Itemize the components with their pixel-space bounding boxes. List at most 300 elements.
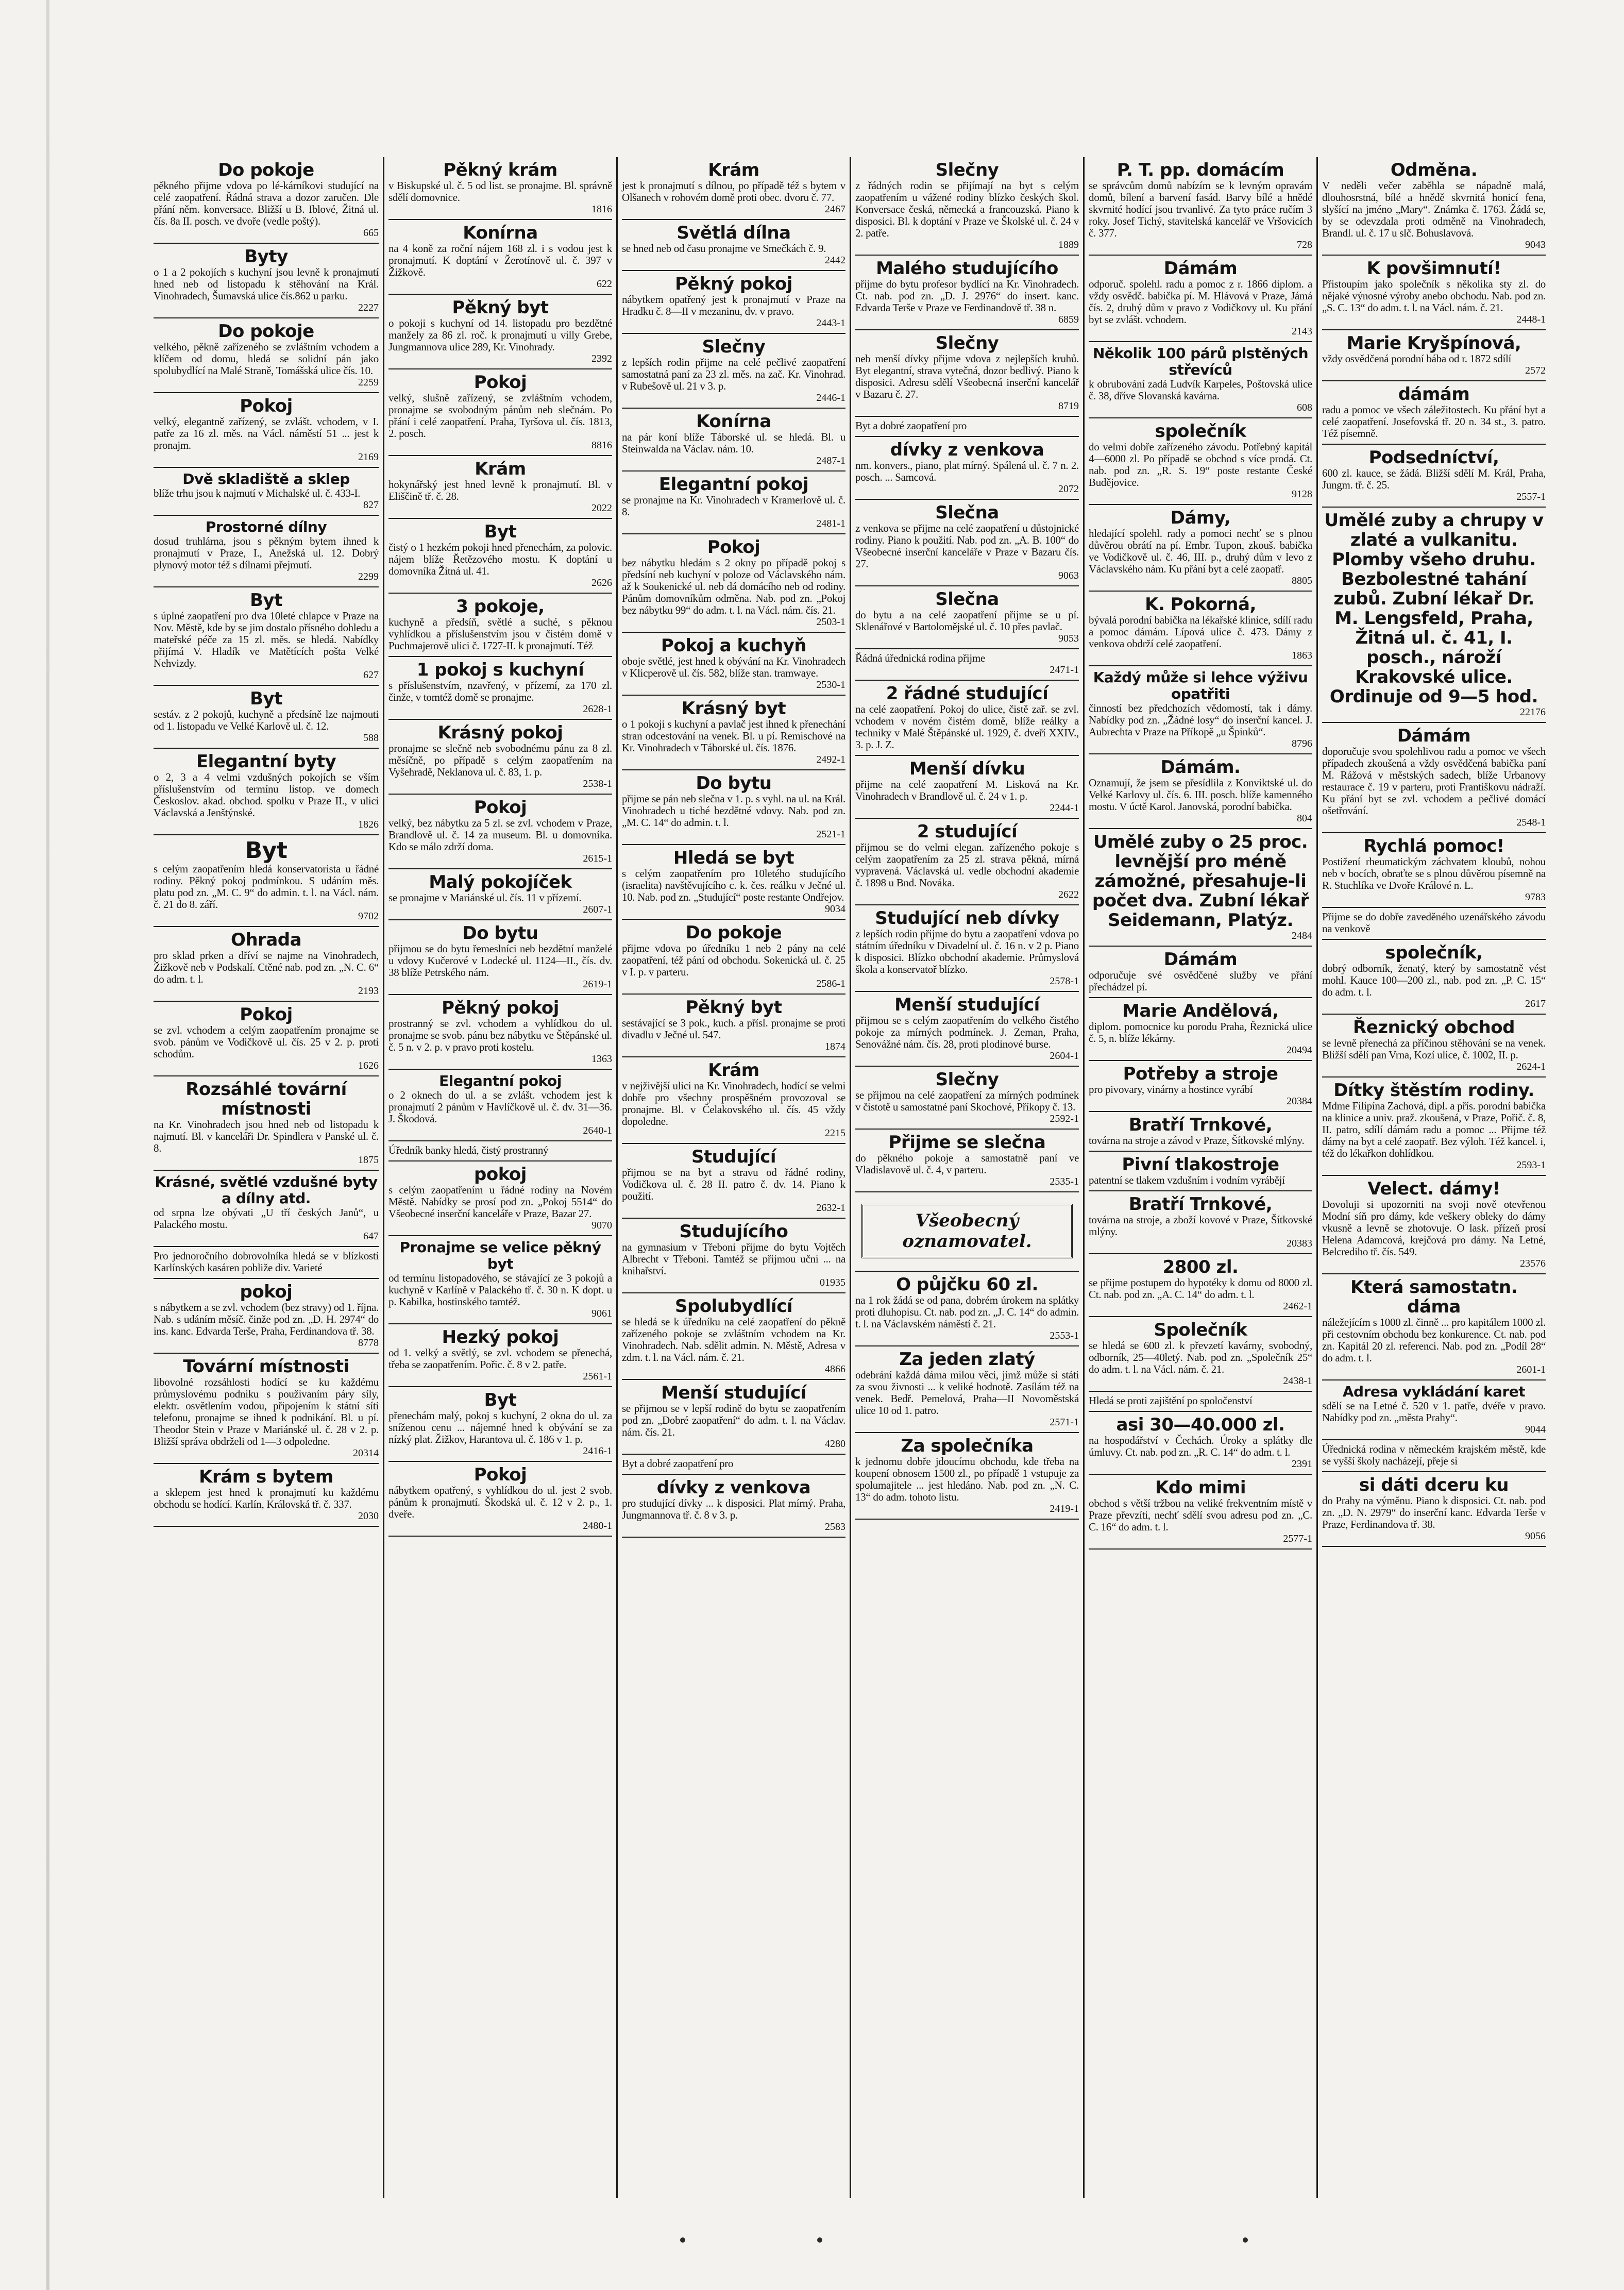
- ad-reference-number: 2615-1: [583, 853, 612, 864]
- ad-body: libovolné rozsáhlosti hodící se ku každému průmyslovému podniku s použivaním páry síly, elektr. osvětlením vodou, připojením k státní síti telefonu, pronajme se ihned k podnikání. Bl. u pí. Theodor Stein v Praze v Mariánské ul. č. 28 v 2. p. Bližší správa obdrželi od 1—3 odpoledne.: [154, 1376, 379, 1447]
- newspaper-page: [149, 157, 1551, 2198]
- ad-body: od termínu listopadového, se stávající ze 3 pokojů a kuchyně v Karlíně v Palackého tř. č. 30 n. K dopt. u p. Kabilka, hostinského tamtéž.: [388, 1272, 612, 1308]
- classified-ad: [855, 437, 1079, 500]
- ad-reference-number: 2227: [358, 302, 379, 313]
- classified-ad: [855, 905, 1079, 992]
- ad-reference-number: 20314: [353, 1447, 379, 1459]
- ad-body: odporuč. spolehl. radu a pomoc z r. 1866 diplom. a vždy osvědč. babička pí. M. Hlávová v Praze, Jámá čís. 2, druhý dům v pravo z Vodičkovy ul. Ku přání byt se zvlášt. vchodem.: [1089, 278, 1312, 326]
- classified-ad: [154, 1171, 379, 1247]
- classified-ad: [154, 686, 379, 749]
- ad-body: přijmou se s celým zaopatřením do velkého čistého pokoje za mírných podmínek. J. Zeman, Praha, Senovážné nám. čís. 28, proti plodinové burse.: [855, 1014, 1079, 1050]
- classified-ad: [1089, 342, 1312, 418]
- ad-reference-number: 728: [1297, 239, 1312, 250]
- ad-reference-number: 2626: [591, 577, 612, 588]
- classified-ad: [154, 468, 379, 516]
- classified-ad: [1322, 833, 1546, 908]
- ad-body: Byt a dobré zaopatření pro: [855, 419, 967, 432]
- ad-reference-number: 2572: [1525, 365, 1546, 376]
- classified-ad: [622, 633, 845, 696]
- ad-heading: Pěkný pokoj: [675, 274, 792, 294]
- ad-reference-number: 9061: [591, 1308, 612, 1319]
- classified-ad: [622, 1475, 845, 1538]
- ad-heading: Krám s bytem: [199, 1467, 333, 1487]
- ad-heading: Krám: [708, 160, 759, 180]
- classified-ad: [855, 992, 1079, 1067]
- ad-body: sestávající se 3 pok., kuch. a přísl. pronajme se proti divadlu v Ječné ul. 547.: [622, 1017, 845, 1041]
- classified-ad: [1089, 505, 1312, 592]
- ad-reference-number: 2022: [591, 502, 612, 514]
- ad-body: pěkného přijme vdova po lé-kárníkovi studující na celé zaopatření. Řádná strava a dozor zaručen. Dle přání něm. konversace. Bližší u B. Iblové, Žitná ul. čís. 8a II. posch. ve dvoře (vedle poštý).: [154, 179, 379, 227]
- ad-heading: Studující neb dívky: [875, 908, 1059, 929]
- ad-body: do bytu a na celé zaopatření přijme se u pí. Sklenářové v Bartolomějské ul. č. 10 přes pavlač.: [855, 609, 1079, 633]
- ad-body: kuchyně a předsíň, světlé a suché, s pěknou vyhlídkou a příslušenstvím jsou v čistém domě v Puchmajerově ulici č. 1727-II. k pronajmutí. Též: [388, 616, 612, 652]
- ad-body: neb menší dívky přijme vdova z nejlepších kruhů. Byt elegantní, strava vytečná, dozor bedlivý. Piano k disposici. Adresu sdělí Všeobecná inserční kancelář v Bazaru č. 27.: [855, 352, 1079, 400]
- ad-body: Řádná úřednická rodina přijme: [855, 652, 985, 664]
- ad-body: na gymnasium v Třeboni přijme do bytu Vojtěch Albrecht v Třeboni. Tamtéž se přijmou učni ... na knihařství.: [622, 1241, 845, 1277]
- ad-heading: dívky z venkova: [656, 1477, 811, 1498]
- footer-dot: [1243, 2237, 1248, 2243]
- classified-ad: [622, 220, 845, 271]
- ad-body: hledající spolehl. rady a pomoci nechť se s plnou důvěrou obrátí na pí. Embr. Tupon, zkouš. babička ve Vodičkově ul. č. 46, III. p., druhý dům v levo z Václavského nám. Ku přání byt a celé zaopatř.: [1089, 527, 1312, 575]
- ad-body: od srpna lze obývati „U tří českých Janů“, u Palackého mostu.: [154, 1206, 379, 1231]
- ad-heading: Byt: [250, 590, 282, 611]
- ad-body: hokynářský jest hned levně k pronajmutí. Bl. v Eliščině tř. č. 28.: [388, 478, 612, 502]
- ad-reference-number: 827: [363, 499, 379, 511]
- ad-heading: Umělé zuby o 25 proc. levnější pro méně zámožné, přesahuje-li počet dva. Zubní lékař Seidemann, Platýz.: [1092, 832, 1309, 931]
- classified-ad: [1089, 592, 1312, 666]
- ad-reference-number: 8796: [1292, 738, 1312, 749]
- ad-heading: Dámy,: [1170, 508, 1231, 528]
- ad-heading: Studující: [691, 1147, 776, 1167]
- ad-reference-number: 2462-1: [1283, 1301, 1312, 1312]
- column-6: [1316, 157, 1550, 2198]
- ad-reference-number: 2448-1: [1516, 314, 1546, 325]
- ad-reference-number: 9043: [1525, 239, 1546, 250]
- classified-ad: [1089, 1412, 1312, 1475]
- ad-heading: Dámám: [1163, 258, 1238, 279]
- ad-body: oboje světlé, jest hned k obývání na Kr. Vinohradech v Klicperově ul. čís. 582, blíže stan. tramwaye.: [622, 655, 845, 679]
- ad-reference-number: 1826: [358, 819, 379, 830]
- ad-reference-number: 2143: [1292, 326, 1312, 337]
- ad-reference-number: 23576: [1520, 1258, 1546, 1269]
- ad-body: se hned neb od času pronajme ve Smečkách č. 9.: [622, 242, 826, 255]
- ad-body: na hospodářství v Čechách. Úroky a splátky dle úmluvy. Ct. nab. pod zn. „R. C. 14“ do adm. t. l.: [1089, 1434, 1312, 1458]
- ad-body: továrna na stroje a závod v Praze, Šítkovské mlýny.: [1089, 1134, 1305, 1147]
- ad-body: čistý o 1 hezkém pokoji hned přenechám, za polovic. nájem blíže Řetězového mostu. K doptání u domovníka Žitná ul. 41.: [388, 541, 612, 577]
- classified-ad: [388, 720, 612, 795]
- ad-body: pro pivovary, vinárny a hostince vyrábí: [1089, 1083, 1253, 1096]
- ad-reference-number: 2030: [358, 1510, 379, 1522]
- column-3: [616, 157, 850, 2198]
- ad-heading: si dáti dceru ku: [1359, 1475, 1509, 1495]
- ad-reference-number: 2578-1: [1050, 975, 1079, 987]
- ad-heading: Elegantní byty: [196, 751, 336, 772]
- classified-ad: [622, 157, 845, 220]
- classified-ad: [1322, 1077, 1546, 1176]
- ad-body: pro studující dívky ... k disposici. Plat mírný. Praha, Jungmannova tř. č. 8 v 3. p.: [622, 1497, 845, 1521]
- ad-body: s nábytkem a se zvl. vchodem (bez stravy) od 1. října. Nab. s udáním měsíč. činže pod zn. „D. H. 2974“ do ins. kanc. Edvarda Terše, Praha, Ferdinandova tř. 38.: [154, 1301, 379, 1337]
- classified-ad: [855, 1192, 1079, 1272]
- ad-heading: Bratří Trnkové,: [1128, 1115, 1273, 1135]
- ad-body: pronajme se slečně neb svobodnému pánu za 8 zl. měsíčně, po případě s celým zaopatřením na Vyšehradě, Neklanova ul. č. 83, 1. p.: [388, 742, 612, 778]
- ad-reference-number: 2419-1: [1050, 1503, 1079, 1514]
- ad-reference-number: 9070: [591, 1220, 612, 1231]
- ad-heading: Každý může si lehce výživu opatřiti: [1093, 669, 1308, 702]
- classified-ad: [855, 681, 1079, 756]
- classified-ad: [388, 1236, 612, 1324]
- ad-heading: Pokoj: [707, 537, 760, 558]
- ad-body: se hledá se 600 zl. k převzetí kavárny, svobodný, odborník, 25—40letý. Nab. pod zn. „Společník 25“ do adm. t. l. na Václ. nám. č. 21.: [1089, 1339, 1312, 1375]
- ad-reference-number: 2619-1: [583, 979, 612, 990]
- ad-reference-number: 8805: [1292, 575, 1312, 586]
- classified-ad: [154, 393, 379, 468]
- classified-ad: [855, 417, 1079, 437]
- ad-reference-number: 2259: [358, 377, 379, 388]
- ad-body: přijmou se do velmi elegan. zařízeného pokoje s celým zaopatřením za 25 zl. strava pěkná, mírná vypravená. Václavská ul. vedle obchodní akademie č. 1898 u Bnd. Nováka.: [855, 841, 1079, 889]
- ad-body: nábytkem opatřený jest k pronajmutí v Praze na Hradku č. 8—II v mezaninu, dv. v pravo.: [622, 293, 845, 317]
- ad-body: z lepších rodin přijme na celé pečlivé zaopatření samostatná paní za 23 zl. měs. na zač. Kr. Vinohrad. v Rubešově ul. 21 v 3. p.: [622, 356, 845, 392]
- classified-ad: [1322, 508, 1546, 723]
- ad-body: o 1 a 2 pokojích s kuchyní jsou levně k pronajmutí hned neb od listopadu k stěhování na Král. Vinohradech, Šumavská ulice čís.862 u parku.: [154, 266, 379, 302]
- ad-reference-number: 1626: [358, 1060, 379, 1071]
- classified-ad: [154, 157, 379, 244]
- ad-body: blíže trhu jsou k najmutí v Michalské ul. č. 433-I.: [154, 487, 361, 499]
- ad-heading: Dámám: [1397, 726, 1471, 746]
- ad-heading: Podsedníctví,: [1368, 447, 1499, 468]
- classified-ad: [1089, 829, 1312, 947]
- ad-body: dosud truhlárna, jsou s pěkným bytem ihned k pronajmutí v Praze, I., Anežská ul. 12. Dobrý plynový motor též s dílnami přejmutí.: [154, 535, 379, 571]
- ad-reference-number: 2484: [1292, 930, 1312, 941]
- classified-ad: [388, 295, 612, 369]
- ad-heading: Dámám: [1163, 949, 1238, 970]
- ad-reference-number: 9128: [1292, 489, 1312, 500]
- classified-ad: [1089, 256, 1312, 342]
- ad-reference-number: 2193: [358, 985, 379, 997]
- ad-body: prostranný se zvl. vchodem a vyhlídkou do ul. pronajme se svob. pánu bez nábytku ve Štěpánské ul. č. 5 n. v 2. p. v pravo proti kostelu.: [388, 1017, 612, 1053]
- ad-body: na 1 rok žádá se od pana, dobrém úrokem na splátky proti dluhopisu. Ct. nab. pod zn. „J. C. 14“ do admin. t. l. na Václavském náměstí č. 21.: [855, 1294, 1079, 1330]
- ad-body: k jednomu dobře jdoucímu obchodu, kde třeba na koupení obnosem 1500 zl., po případě 1 vstupuje za spolumajitele ... jest hledáno. Nab. pod zn. „N. C. 13“ do adm. tohoto listu.: [855, 1455, 1079, 1503]
- ad-heading: Slečny: [935, 1069, 999, 1090]
- ad-body: s celým zaopatřením u řádné rodiny na Novém Městě. Nabídky se prosí pod zn. „Pokoj 5514“ do Všeobecné inserční kanceláře v Praze, Bazar 27.: [388, 1184, 612, 1220]
- ad-heading: Krásný byt: [681, 698, 786, 719]
- classified-ad: [1089, 1475, 1312, 1550]
- ad-heading: Menší studující: [661, 1383, 806, 1403]
- ad-reference-number: 01935: [820, 1277, 845, 1288]
- classified-ad: [154, 1247, 379, 1279]
- ad-reference-number: 1363: [591, 1053, 612, 1065]
- ad-heading: pokoj: [474, 1164, 527, 1185]
- ad-heading: Krám: [708, 1060, 759, 1081]
- ad-reference-number: 1863: [1292, 650, 1312, 661]
- classified-ad: [622, 1293, 845, 1380]
- classified-ad: [388, 369, 612, 456]
- ad-reference-number: 1874: [825, 1041, 845, 1052]
- ad-heading: dívky z venkova: [890, 440, 1044, 460]
- ad-reference-number: 2583: [825, 1521, 845, 1533]
- ad-heading: Pokoj: [473, 797, 527, 818]
- ad-heading: Pivní tlakostroje: [1122, 1154, 1279, 1175]
- ad-body: přenechám malý, pokoj s kuchyní, 2 okna do ul. za sníženou cenu ... nájemné hned k obývání se za nízký plat. Žižkov, Harantova ul. č. 186 v 1. p.: [388, 1409, 612, 1445]
- classified-ad: [388, 1462, 612, 1537]
- ad-heading: Marie Andělová,: [1122, 1001, 1279, 1021]
- ad-reference-number: 9783: [1525, 891, 1546, 903]
- classified-ad: [388, 519, 612, 594]
- ad-body: na pár koní blíže Táborské ul. se hledá. Bl. u Steinwalda na Václav. nám. 10.: [622, 431, 845, 455]
- ad-body: se správcům domů nabízím se k levným opravám domů, bílení a barvení fasád. Barvy bílé a hnědé skvrnité hodící jsou trvanlivé. Za tyto práce ručím 3 roky. Josef Tichý, stavitelská kancelář ve Vršovicích č. 377.: [1089, 179, 1312, 239]
- ad-body: do Prahy na výměnu. Piano k disposici. Ct. nab. pod zn. „D. N. 2979“ do inserční kanc. Edvarda Terše v Praze, Ferdinandova tř. 38.: [1322, 1494, 1546, 1530]
- ad-body: Byt a dobré zaopatření pro: [622, 1457, 734, 1470]
- classified-ad: [1322, 1440, 1546, 1472]
- ad-body: pro sklad prken a dříví se najme na Vinohradech, Žižkově neb v Podskalí. Ctěné nab. pod zn. „N. C. 6“ do adm. t. l.: [154, 949, 379, 985]
- classified-ad: [388, 920, 612, 995]
- ad-body: velký, elegantně zařízený, se zvlášt. vchodem, v I. patře za 16 zl. měs. na Václ. náměstí 51 ... jest k pronajm.: [154, 415, 379, 451]
- ad-heading: Do bytu: [696, 773, 772, 794]
- ad-reference-number: 2632-1: [816, 1202, 845, 1214]
- ad-heading: Slečna: [935, 589, 999, 610]
- ad-heading: Byty: [244, 246, 288, 267]
- ad-heading: Byt: [245, 837, 287, 864]
- ad-heading: Byt: [250, 688, 282, 709]
- classified-ad: [1089, 1254, 1312, 1317]
- classified-ad: [855, 330, 1079, 417]
- ad-heading: 2 řádné studující: [886, 683, 1048, 704]
- ad-body: Oznamují, že jsem se přesídlila z Konviktské ul. do Velké Karlovy ul. čís. 6. III. posch. blíže kamenného mostu. V úctě Karol. Janovská, porodní babička.: [1089, 777, 1312, 813]
- ad-body: přijme na celé zaopatření M. Lisková na Kr. Vinohradech v Brandlově ul. č. 24 v 1. p.: [855, 778, 1079, 802]
- ad-reference-number: 2561-1: [583, 1371, 612, 1382]
- ad-reference-number: 2577-1: [1283, 1533, 1312, 1544]
- ad-reference-number: 804: [1297, 813, 1312, 824]
- classified-ad: [622, 1144, 845, 1219]
- ad-reference-number: 647: [363, 1231, 379, 1242]
- ad-reference-number: 2607-1: [583, 904, 612, 915]
- ad-reference-number: 2169: [358, 451, 379, 463]
- classified-ad: [1089, 1191, 1312, 1254]
- ad-body: se přijmou na celé zaopatření za mírných podmínek v čistotě u samostatné paní Skochové, Příkopy č. 13.: [855, 1089, 1079, 1113]
- ad-reference-number: 2538-1: [583, 778, 612, 789]
- classified-ad: [1322, 1472, 1546, 1547]
- ad-reference-number: 2438-1: [1283, 1375, 1312, 1387]
- ad-body: V neděli večer zaběhla se nápadně malá, dlouhosrstná, bílé a hnědě skvrnitá honicí fena, slyšící na jméno „Mary“. Známka č. 1763. Žádá se, by se odevzdala proti odměně na Vinohradech, Brandl. ul. č. 17 u slč. Bohuslavová.: [1322, 179, 1546, 239]
- ad-heading: Krásný pokoj: [437, 722, 563, 743]
- classified-ad: [1322, 940, 1546, 1015]
- ad-body: Úředník banky hledá, čistý prostranný: [388, 1144, 549, 1156]
- classified-ad: [855, 756, 1079, 819]
- ad-body: se pronajme v Mariánské ul. čís. 11 v přízemí.: [388, 891, 582, 904]
- ad-body: sdělí se na Letné č. 520 v 1. patře, dvéře v pravo. Nabídky pod zn. „města Prahy“.: [1322, 1400, 1546, 1424]
- ad-heading: Přijme se slečna: [888, 1132, 1046, 1153]
- classified-ad: [1322, 1380, 1546, 1440]
- classified-ad: [1089, 998, 1312, 1061]
- ad-body: sestáv. z 2 pokojů, kuchyně a předsíně lze najmouti od 1. listopadu ve Velké Karlově ul. č. 12.: [154, 708, 379, 732]
- ad-body: Přijme se do dobře zaveděného uzenářského závodu na venkově: [1322, 911, 1546, 935]
- ad-heading: Světlá dílna: [676, 223, 791, 243]
- ad-body: velký, slušně zařízený, se zvláštním vchodem, pronajme se svobodným pánům neb slečnám. Po přání i celé zaopatření. Praha, Tyršova ul. čís. 1813, 2. posch.: [388, 392, 612, 440]
- ad-body: se přijmou se v lepší rodině do bytu se zaopatřením pod zn. „Dobré zaopatření“ do adm. t. l. na Václav. nám. čís. 21.: [622, 1402, 845, 1438]
- ad-body: z venkova se přijme na celé zaopatření u důstojnické rodiny. Piano k použití. Nab. pod zn. „A. B. 100“ do Všeobecné inserční kanceláře v Praze v Bazaru čís. 27.: [855, 522, 1079, 570]
- section-heading-line: Všeobecný: [915, 1210, 1019, 1231]
- ad-heading: O půjčku 60 zl.: [896, 1274, 1038, 1295]
- classified-ad: [855, 1130, 1079, 1192]
- ad-body: Úřednická rodina v německém krajském městě, kde se vyšší školy nacházejí, přeje si: [1322, 1443, 1546, 1467]
- ad-reference-number: 2492-1: [816, 754, 845, 765]
- classified-ad: [388, 456, 612, 519]
- classified-ad: [154, 1002, 379, 1076]
- ad-body: Mdme Filipína Zachová, dipl. a přís. porodní babička na klinice a univ. praž. zkoušená, v Praze, Pořič. č. 8, II. patro, sdílí dámám radu a pomoc ... Přijme též dámy na byt a celé zaopatř. Bez výloh. Též kancel. i, též do lékařkon dohlídkou.: [1322, 1100, 1546, 1159]
- ad-body: se hledá se k úředníku na celé zaopatření do pěkně zařízeného pokoje se zvláštním vchodem na Kr. Vinohradech. Nab. sdělit admin. N. Městě, Adresa v zdm. t. l. na Václ. nám. č. 21.: [622, 1316, 845, 1363]
- ad-heading: Do pokoje: [218, 321, 314, 342]
- ad-body: v nejživější ulici na Kr. Vinohradech, hodící se velmi dobře pro všechny prospěšném provozoval se pronajme. Bl. v Čelakovského ul. čís. 45 vždy dopoledne.: [622, 1080, 845, 1127]
- ad-reference-number: 2592-1: [1050, 1113, 1079, 1124]
- ad-reference-number: 2617: [1525, 998, 1546, 1009]
- classified-ad: [388, 1161, 612, 1236]
- ad-heading: 2 studující: [917, 821, 1018, 842]
- ad-heading: Rychlá pomoc!: [1363, 836, 1504, 856]
- ad-reference-number: 2604-1: [1050, 1050, 1079, 1062]
- ad-reference-number: 20494: [1287, 1045, 1312, 1056]
- classified-ad: [855, 1346, 1079, 1433]
- ad-heading: asi 30—40.000 zl.: [1116, 1415, 1285, 1435]
- ad-body: Pro jednoročního dobrovolníka hledá se v blízkosti Karlínských kasáren pobliže div. Varieté: [154, 1250, 379, 1274]
- ad-heading: Adresa vykládání karet: [1342, 1383, 1526, 1400]
- ad-body: odebrání každá dáma milou věci, jimž může si státi za svou živnosti ... k veliké hodnotě. Zasílám též na venek. Bedř. Pemelová, Praha—II Novoměstská ulice 10 od 1. patro.: [855, 1369, 1079, 1417]
- ad-body: přijme do bytu profesor bydlící na Kr. Vinohradech. Ct. nab. pod zn. „D. J. 2976“ do insert. kanc. Edvarda Terše v Praze ve Ferdinandově tř. 38 n.: [855, 278, 1079, 314]
- ad-heading: Pěkný krám: [443, 160, 557, 180]
- ad-reference-number: 2072: [1058, 483, 1079, 495]
- ad-body: nábytkem opatřený, s vyhlídkou do ul. jest 2 svob. pánům k pronajmutí. Škodská ul. č. 12 v 2. p., 1. dveře.: [388, 1484, 612, 1520]
- ad-heading: dámám: [1398, 384, 1470, 405]
- ad-body: z lepších rodin přijme do bytu a zaopatření vdova po státním úředníku v Divadelní ul. č. 16 n. v 2 p. Piano k disposici. Blízko obchodní akademie. Průmyslová škola a konservatoř blízko.: [855, 928, 1079, 975]
- ad-body: s příslušenstvím, nzavřený, v přízemí, za 170 zl. činže, v tomtéž domě se pronajme.: [388, 679, 612, 703]
- classified-ad: [855, 586, 1079, 649]
- ad-body: s celým zaopatřením pro 10letého studujícího (israelita) navštěvujícího c. k. čes. reálku v Ječné ul. 10. Nab. pod zn. „Studující“ poste restante Ondřejov.: [622, 867, 845, 903]
- classified-ad: [154, 1464, 379, 1527]
- classified-ad: [1089, 1317, 1312, 1392]
- ad-reference-number: 1816: [591, 204, 612, 215]
- ad-reference-number: 4866: [825, 1363, 845, 1375]
- classified-ad: [855, 1272, 1079, 1346]
- ad-reference-number: 2299: [358, 571, 379, 582]
- classified-ad: [388, 157, 612, 220]
- ad-body: na 4 koně za roční nájem 168 zl. i s vodou jest k pronajmutí. K doptání v Žerotínově ul. č. 397 v Žižkově.: [388, 242, 612, 278]
- ad-heading: Malého studujícího: [876, 258, 1058, 279]
- classified-ad: [1322, 1274, 1546, 1380]
- ad-body: z řádných rodin se přijímají na byt s celým zaopatřením u vážené rodiny blízko českých škol. Konversace česká, německá a francouzská. Piano k disposici. Bl. k doptání v Praze ve Školské ul. č. 24 v 2. patře.: [855, 179, 1079, 239]
- classified-ad: [154, 516, 379, 587]
- ad-reference-number: 2586-1: [816, 978, 845, 989]
- ad-reference-number: 2244-1: [1050, 802, 1079, 814]
- ad-heading: Prostorné dílny: [205, 518, 327, 535]
- ad-reference-number: 2391: [1292, 1458, 1312, 1470]
- ad-heading: Pěkný byt: [685, 997, 782, 1018]
- ad-reference-number: 2467: [825, 204, 845, 215]
- ad-reference-number: 2601-1: [1516, 1364, 1546, 1375]
- ad-body: Hledá se proti zajištění po spoločenství: [1089, 1394, 1253, 1407]
- classified-ad: [1089, 666, 1312, 754]
- ad-body: doporučuje svou spolehlivou radu a pomoc ve všech případech zkoušená a vždy osvědčená babička paní M. Rážová v městských sadech, blíže Urbanovy restaurace č. 19 v parteru, proti Františkovu nádraží. Ku přání byt se zvl. vchodem a pečlivé domácí ošetřování.: [1322, 745, 1546, 817]
- ad-body: s celým zaopatřením hledá konservatorista u řádné rodiny. Pěkný pokoj podmínkou. S udáním měs. platu pod zn. „M. C. 9“ do admin. t. l. na Václ. nám. č. 21 do 8. září.: [154, 863, 379, 911]
- ad-body: na celé zaopatření. Pokoj do ulice, čistě zař. se zvl. vchodem v novém čistém domě, blíže reálky a techniky v Malé Štěpánské ul. 1929, č. dveří XXIV., 3. p. J. Z.: [855, 703, 1079, 751]
- ad-reference-number: 8778: [358, 1337, 379, 1349]
- ad-reference-number: 8719: [1058, 400, 1079, 412]
- ad-heading: Bratří Trnkové,: [1128, 1194, 1273, 1215]
- ad-body: Dovoluji si upozorniti na svoji nově otevřenou Modní síň pro dámy, kde veškery obleky do dámy vkusně a levně se zhotovuje. O lask. přízeň prosí Helena Adamcová, krejčová pro dámy. Na Letné, Belcrediho tř. čís. 549.: [1322, 1198, 1546, 1258]
- ad-reference-number: 2557-1: [1516, 491, 1546, 502]
- classified-ad: [154, 835, 379, 927]
- classified-ad: [1322, 157, 1546, 256]
- ad-reference-number: 2548-1: [1516, 817, 1546, 828]
- column-5: [1083, 157, 1316, 2198]
- ad-body: odporučuje své osvědčené služby ve přání přechádzel pí.: [1089, 969, 1312, 993]
- ad-heading: Krám: [475, 459, 526, 479]
- ad-reference-number: 2481-1: [816, 518, 845, 529]
- ad-body: přijme se pán neb slečna v 1. p. s vyhl. na ul. na Král. Vinohradech u tiché bezdětné vdovy. Nab. pod zn. „M. C. 14“ do admin. t. l.: [622, 793, 845, 829]
- classified-ad: [622, 696, 845, 770]
- ad-body: bývalá porodní babička na lékařské klinice, sdílí radu a pomoc dámám. Lípová ulice č. 473. Dámy z venkova obdrží celé zaopatření.: [1089, 614, 1312, 650]
- ad-heading: společník,: [1385, 942, 1483, 963]
- classified-ad: [388, 1387, 612, 1462]
- ad-body: 600 zl. kauce, se žádá. Bližší sdělí M. Král, Praha, Jungm. tř. č. 25.: [1322, 467, 1546, 491]
- classified-ad: [1089, 1112, 1312, 1152]
- ad-heading: Řeznický obchod: [1353, 1017, 1515, 1038]
- classified-ad: [855, 157, 1079, 256]
- ad-body: přijmou se na byt a stravu od řádné rodiny, Vodičkova ul. č. 28 II. patro č. dv. 14. Piano k použití.: [622, 1166, 845, 1202]
- classified-ad: [154, 749, 379, 835]
- classified-ad: [855, 500, 1079, 586]
- classified-ad: [1322, 908, 1546, 940]
- ad-body: o 2 oknech do ul. a se zvlášt. vchodem jest k pronajmutí 2 pánům v Havlíčkově ul. č. dv. 31—36. J. Škodová.: [388, 1089, 612, 1125]
- ad-heading: Dvě skladiště a sklep: [182, 470, 350, 487]
- ad-reference-number: 22176: [1520, 706, 1546, 718]
- ad-body: továrna na stroje, a zboží kovové v Praze, Šítkovské mlýny.: [1089, 1214, 1312, 1238]
- classified-ad: [622, 770, 845, 845]
- classified-ad: [855, 819, 1079, 905]
- ad-reference-number: 2487-1: [816, 455, 845, 466]
- ad-heading: Byt: [484, 521, 517, 542]
- ad-reference-number: 2530-1: [816, 679, 845, 691]
- ad-heading: Do bytu: [462, 923, 538, 944]
- ad-heading: Velect. dámy!: [1367, 1178, 1500, 1199]
- ad-reference-number: 1875: [358, 1154, 379, 1166]
- footer-dot: [680, 2237, 685, 2243]
- ad-heading: Společník: [1154, 1320, 1247, 1340]
- classified-ad: [1322, 445, 1546, 508]
- ad-reference-number: 9063: [1058, 570, 1079, 581]
- classified-ad: [1089, 157, 1312, 256]
- column-2: [383, 157, 616, 2198]
- classified-ad: [1322, 330, 1546, 381]
- ad-heading: Dítky štěstím rodiny.: [1333, 1080, 1534, 1101]
- classified-ad: [622, 920, 845, 995]
- ad-reference-number: 20383: [1287, 1238, 1312, 1249]
- ad-heading: Slečny: [935, 333, 999, 353]
- ad-reference-number: 2443-1: [816, 317, 845, 329]
- classified-ad: [154, 1354, 379, 1464]
- ad-reference-number: 665: [363, 227, 379, 239]
- ad-heading: Odměna.: [1390, 160, 1478, 180]
- ad-reference-number: 9702: [358, 911, 379, 922]
- ad-heading: Pěkný byt: [452, 297, 549, 318]
- ad-heading: Za společníka: [901, 1436, 1034, 1456]
- classified-ad: [622, 534, 845, 633]
- ad-reference-number: 2416-1: [583, 1445, 612, 1457]
- ad-body: přijme vdova po úředníku 1 neb 2 pány na celé zaopatření, též pání od obchodu. Sokenická ul. č. 25 v I. p. v parteru.: [622, 942, 845, 978]
- classified-ad: [1322, 1176, 1546, 1274]
- page-footer: [149, 2230, 1551, 2251]
- ad-body: patentní se tlakem vzdušním i vodním vyrábějí: [1089, 1174, 1285, 1186]
- ad-reference-number: 9034: [825, 903, 845, 915]
- ad-body: obchod s větší tržbou na veliké frekventním místě v Praze převzíti, nechť sdělí svou adresu pod zn. „C. C. 16“ do adm. t. l.: [1089, 1497, 1312, 1533]
- ad-body: na Kr. Vinohradech jsou hned neb od listopadu k najmutí. Bl. v kanceláři Dr. Spindlera v Panské ul. č. 8.: [154, 1118, 379, 1154]
